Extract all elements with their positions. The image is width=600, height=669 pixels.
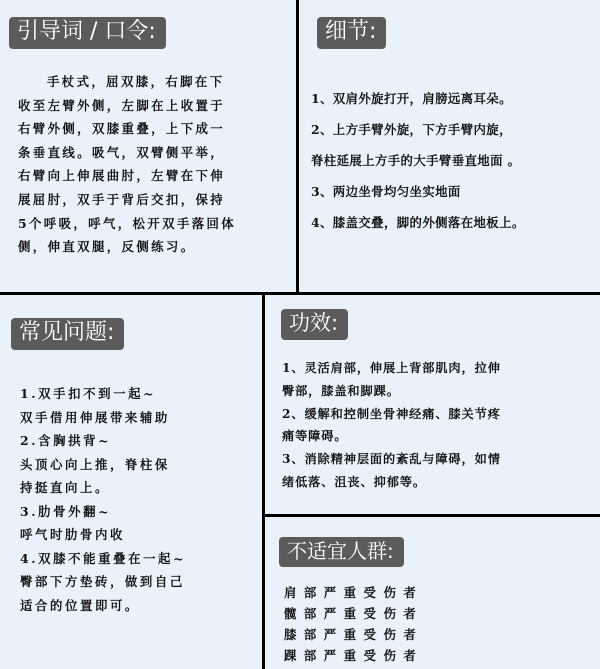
contraindications-title: 不适宜人群: xyxy=(279,537,404,567)
intro-line: 右臂向上伸展曲肘，左臂在下伸 xyxy=(18,168,226,184)
details-line: 4、膝盖交叠，脚的外侧落在地板上。 xyxy=(311,215,525,230)
benefits-line: 2、缓解和控制坐骨神经痛、膝关节疼 xyxy=(282,406,501,421)
intro-line: 收至左臂外侧，左脚在上收置于 xyxy=(18,97,226,113)
contraindications-text xyxy=(284,582,423,666)
intro-line: 展屈肘，双手于背后交扣，保持 xyxy=(18,191,226,207)
intro-line: 5个呼吸，呼气，松开双手落回体 xyxy=(18,215,237,231)
problems-line: 适合的位置即可。 xyxy=(20,597,140,613)
benefits-line: 绪低落、沮丧、抑郁等。 xyxy=(282,474,426,489)
problems-text xyxy=(20,382,186,617)
benefits-line: 臀部，膝盖和脚踝。 xyxy=(282,383,400,398)
problems-line: 2.含胸拱背~ xyxy=(20,433,112,448)
problems-line: 持挺直向上。 xyxy=(20,480,110,495)
contraindications-line: 肩部严重受伤者 xyxy=(284,585,424,600)
intro-title: 引导词 / 口令: xyxy=(9,17,166,49)
divider-vertical-top xyxy=(296,0,299,295)
problems-title: 常见问题: xyxy=(11,318,124,350)
problems-line: 双手借用伸展带来辅助 xyxy=(20,409,170,425)
benefits-text xyxy=(282,357,501,494)
problems-line: 4.双膝不能重叠在一起~ xyxy=(20,550,187,566)
intro-line: 侧，伸直双腿，反侧练习。 xyxy=(18,239,196,255)
details-title: 细节: xyxy=(317,17,386,49)
problems-line: 3.肋骨外翻~ xyxy=(20,503,112,519)
divider-vertical-bottom xyxy=(262,295,265,669)
divider-horizontal-middle xyxy=(0,292,600,295)
benefits-line: 1、灵活肩部，伸展上背部肌肉，拉伸 xyxy=(282,361,501,375)
intro-line: 手杖式，屈双膝，右脚在下 xyxy=(47,74,225,89)
contraindications-line: 髋部严重受伤者 xyxy=(284,606,424,621)
contraindications-line: 膝部严重受伤者 xyxy=(284,627,424,642)
benefits-line: 痛等障碍。 xyxy=(282,429,348,444)
details-line: 脊柱延展上方手的大手臂垂直地面 。 xyxy=(311,153,521,168)
contraindications-line: 踝部严重受伤者 xyxy=(284,648,424,663)
details-text xyxy=(311,83,525,238)
problems-line: 臀部下方垫砖，做到自己 xyxy=(20,574,185,589)
intro-line: 条垂直线。吸气，双臂侧平举， xyxy=(18,144,226,160)
details-line: 2、上方手臂外旋，下方手臂内旋， xyxy=(311,122,512,137)
problems-line: 1.双手扣不到一起~ xyxy=(20,386,157,401)
details-line: 3、两边坐骨均匀坐实地面 xyxy=(311,184,461,199)
divider-horizontal-right xyxy=(265,514,600,517)
details-line: 1、双肩外旋打开，肩膀远离耳朵。 xyxy=(311,91,512,106)
intro-line: 右臂外侧，双膝重叠，上下成一 xyxy=(18,121,226,137)
intro-text xyxy=(18,70,236,259)
problems-line: 头顶心向上推，脊柱保 xyxy=(20,456,170,472)
benefits-title: 功效: xyxy=(281,309,348,340)
benefits-line: 3、消除精神层面的紊乱与障碍，如情 xyxy=(282,452,501,467)
problems-line: 呼气时肋骨内收 xyxy=(20,527,125,542)
